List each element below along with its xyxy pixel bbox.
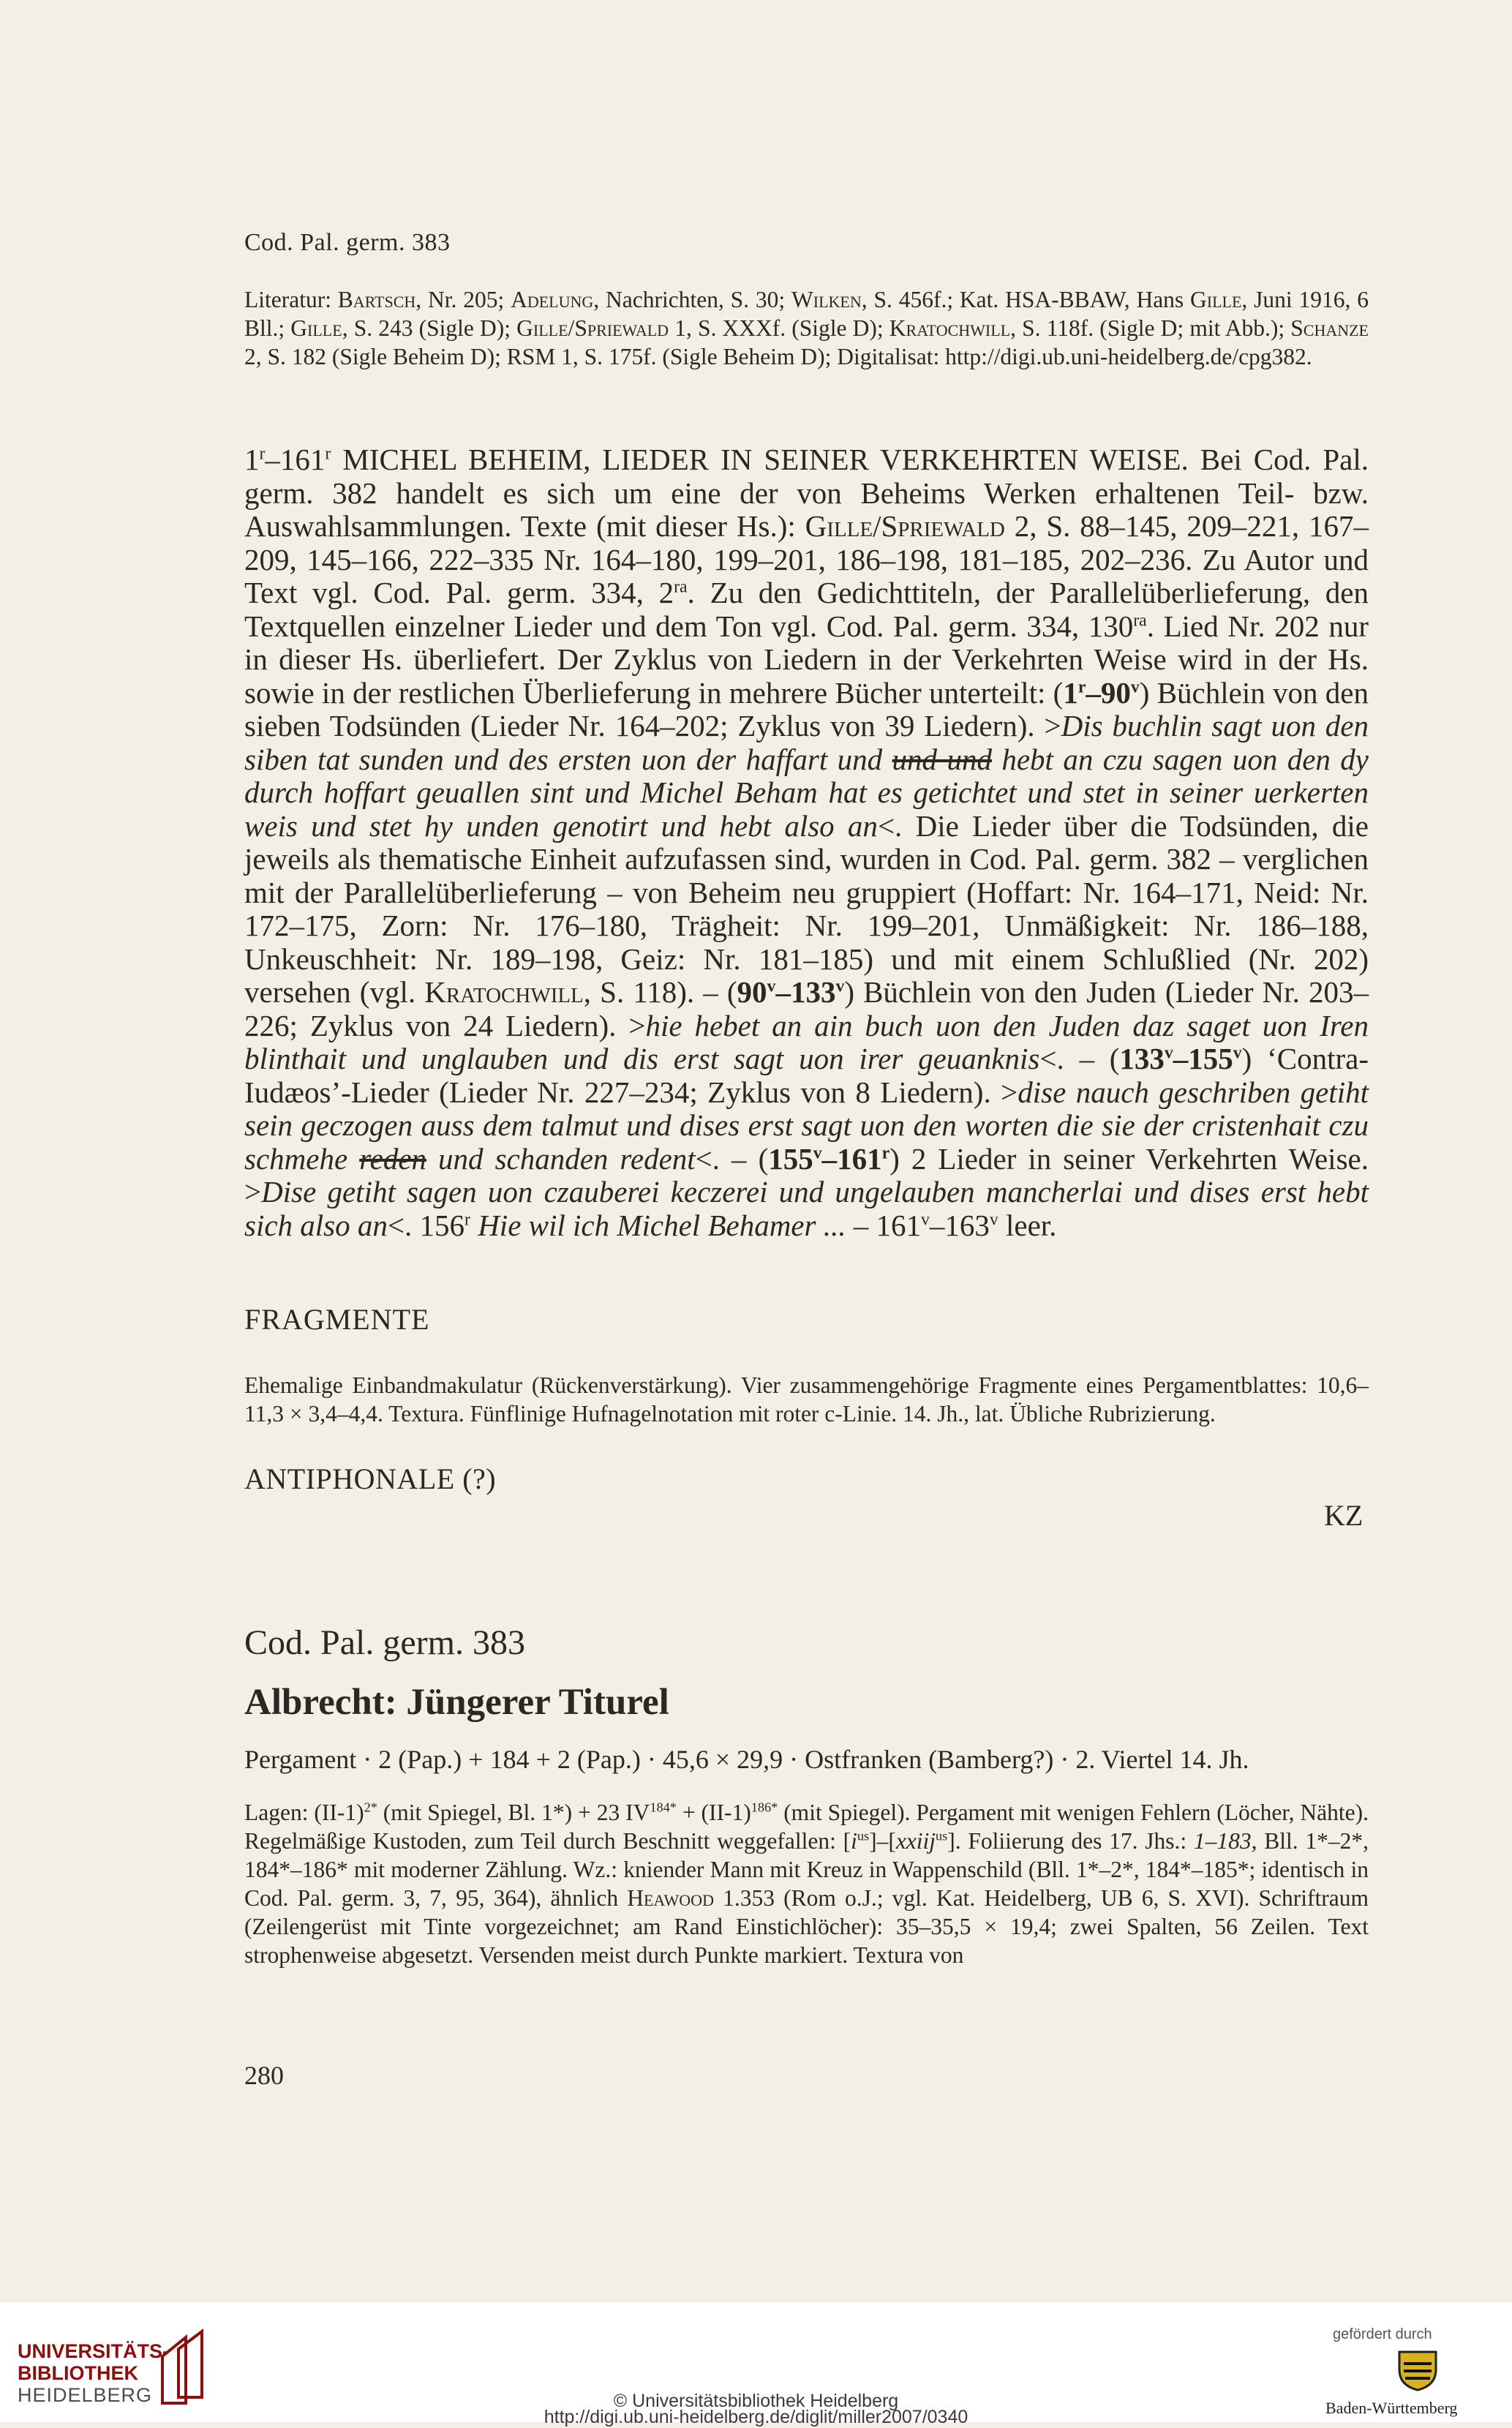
state-emblem-icon (1393, 2348, 1442, 2393)
running-head: Cod. Pal. germ. 383 (244, 229, 451, 256)
fragmente-description: Ehemalige Einbandmakulatur (Rückenverstärkung). Vier zusammengehörige Fragmente eines Pergamentblattes: 10,6–11,3 × 3,4–4,4. Textura. Fünflinige Hufnagelnotation mit roter c-Linie. 14. Jh., lat. Übliche Rubrizierung. (244, 1372, 1369, 1427)
main-description-paragraph: 1$^r$–161$^r$ MICHEL BEHEIM, LIEDER IN SEINER VERKEHRTEN WEISE. Bei Cod. Pal. germ. 382 handelt es sich um eine der von Beheims Werken erhaltenen Teil- bzw. Auswahlsammlungen. Texte (mit dieser Hs.): Gille/Spriewald 2, S. 88–145, 209–221, 167–209, 145–166, 222–335 Nr. 164–180, 199–201, 186–198, 181–185, 202–236. Zu Autor und Text vgl. Cod. Pal. germ. 334, $2^{ra}$. Zu den Gedichttiteln, der Parallelüberlieferung, den Textquellen einzelner Lieder und dem Ton vgl. Cod. Pal. germ. 334, $130^{ra}$. Lied Nr. 202 nur in dieser Hs. überliefert. Der Zyklus von Liedern in der Verkehrten Weise wird in der Hs. sowie in der restlichen Überlieferung in mehrere Bücher unterteilt: (1$^r$–90$^v$) Büchlein von den sieben Todsünden (Lieder Nr. 164–202; Zyklus von 39 Liedern). >Dis buchlin sagt uon den siben tat sunden und des ersten uon der haffart und und und hebt an czu sagen uon den dy durch hoffart geuallen sint und Michel Beham hat es getichtet und stet in seiner uerkerten weis und stet hy unden genotirt und hebt also an<. Die Lieder über die Todsünden, die jeweils als thematische Einheit aufzufassen sind, wurden in Cod. Pal. germ. 382 – verglichen mit der Parallelüberlieferung – von Beheim neu gruppiert (Hoffart: Nr. 164–171, Neid: Nr. 172–175, Zorn: Nr. 176–180, Trägheit: Nr. 199–201, Unmäßigkeit: Nr. 186–188, Unkeuschheit: Nr. 189–198, Geiz: Nr. 181–185) und mit einem Schlußlied (Nr. 202) versehen (vgl. Kratochwill, S. 118). – (90$^v$–133$^v$) Büchlein von den Juden (Lieder Nr. 203–226; Zyklus von 24 Liedern). >hie hebet an ain buch uon den Juden daz saget uon Iren blinthait und unglauben und dis erst sagt uon irer geuanknis<. – (133$^v$–155$^v$) ‘Contra-Iudæos’-Lieder (Lieder Nr. 227–234; Zyklus von 8 Liedern). >dise nauch geschriben getiht sein geczogen auss dem talmut und dises erst sagt uon den worten die sie der cristenhait czu schmehe reden und schanden redent<. – (155$^v$–161$^r$) 2 Lieder in seiner Verkehrten Weise. >Dise getiht sagen uon czauberei keczerei und ungelauben mancherlai und dises erst hebt sich also an<. 156$^r$ Hie wil ich Michel Behamer ... – 161$^v$–163$^v$ leer. (244, 443, 1369, 1242)
lagen-paragraph: Lagen: $(II-1)^{2*}$ (mit Spiegel, Bl. 1*) + 23 $IV^{184*} + (II-1)^{186*}$ (mit Spiegel). Pergament mit wenigen Fehlern (Löcher, Nähte). Regelmäßige Kustoden, zum Teil durch Beschnitt weggefallen: $[i^{us}]-[xxiij^{us}]$. Foliierung des 17. Jhs.: 1–183, Bll. 1*–2*, 184*–186* mit moderner Zählung. Wz.: kniender Mann mit Kreuz in Wappenschild (Bll. 1*–2*, 184*–185*; identisch in Cod. Pal. germ. 3, 7, 95, 364), ähnlich Heawood 1.353 (Rom o.J.; vgl. Kat. Heidelberg, UB 6, S. XVI). Schriftraum (Zeilengerüst mit Tinte vorgezeichnet; am Rand Einstichlöcher): 35–35,5 × 19,4; zwei Spalten, 56 Zeilen. Text strophenweise abgesetzt. Versenden meist durch Punkte markiert. Textura von (244, 1800, 1369, 1968)
codex-specifications: Pergament · 2 (Pap.) + 184 + 2 (Pap.) · 45,6 × 29,9 · Ostfranken (Bamberg?) · 2. Viertel 14. Jh. (244, 1745, 1249, 1774)
page-number: 280 (244, 2061, 284, 2090)
work-title: Albrecht: Jüngerer Titurel (244, 1682, 669, 1723)
library-logo[interactable]: UNIVERSITÄTS- BIBLIOTHEK HEIDELBERG (18, 2340, 170, 2406)
literature-paragraph: Literatur: Bartsch, Nr. 205; Adelung, Nachrichten, S. 30; Wilken, S. 456f.; Kat. HSA-BBAW, Hans Gille, Juni 1916, 6 Bll.; Gille, S. 243 (Sigle D); Gille/Spriewald 1, S. XXXf. (Sigle D); Kratochwill, S. 118f. (Sigle D; mit Abb.); Schanze 2, S. 182 (Sigle Beheim D); RSM 1, S. 175f. (Sigle Beheim D); Digitalisat: http://digi.ub.uni-heidelberg.de/cpg382. (244, 287, 1369, 369)
funded-by-label: gefördert durch (1333, 2326, 1432, 2342)
permalink[interactable]: http://digi.ub.uni-heidelberg.de/diglit/miller2007/0340 (544, 2407, 968, 2427)
author-initials: KZ (1324, 1499, 1364, 1532)
section-heading: MICHEL BEHEIM, LIEDER IN SEINER VERKEHRTEN WEISE. (331, 443, 1189, 476)
copyright-notice: © Universitätsbibliothek Heidelberg (613, 2391, 899, 2411)
fragmente-heading: FRAGMENTE (244, 1303, 430, 1336)
footer-bar (0, 2302, 1512, 2427)
codex-title: Cod. Pal. germ. 383 (244, 1623, 525, 1662)
funder-label: Baden-Württemberg (1325, 2399, 1458, 2417)
antiphonale-heading: ANTIPHONALE (?) (244, 1462, 497, 1495)
